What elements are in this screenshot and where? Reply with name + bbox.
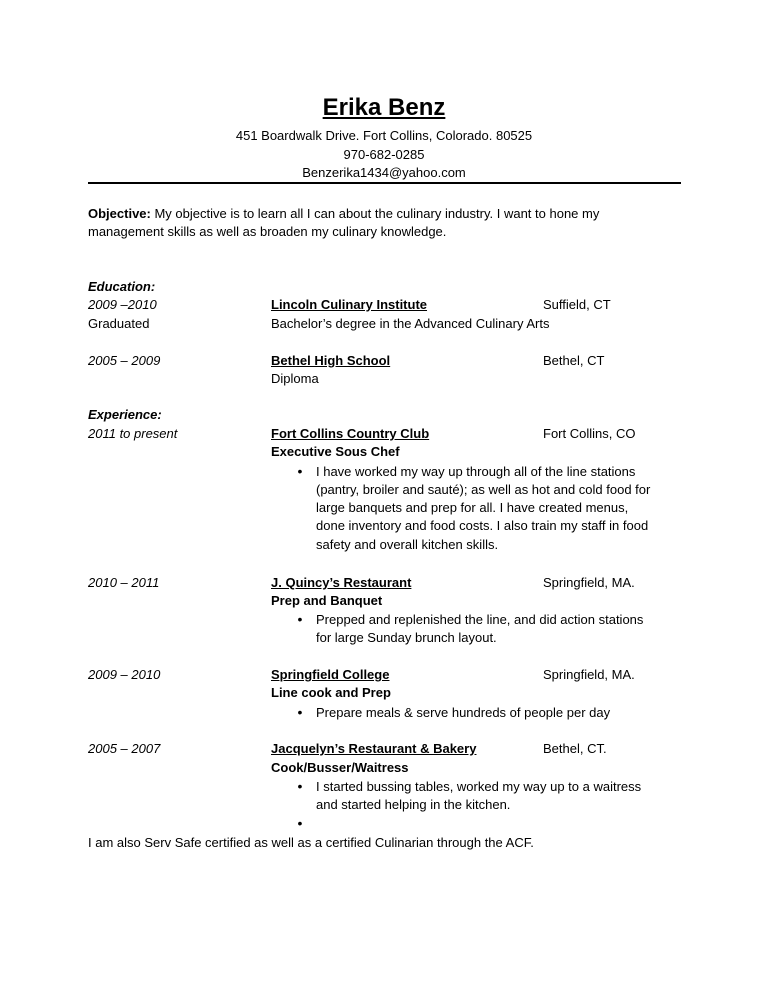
objective-text-1: My objective is to learn all I can about the culinary industry. I want to hone my	[150, 206, 600, 221]
job-1-bullet-line-1: I have worked my way up through all of the line stations	[316, 464, 636, 479]
resume-name: Erika Benz	[322, 94, 446, 121]
phone: 970-682-0285	[343, 147, 425, 162]
job-4-employer: Jacquelyn’s Restaurant & Bakery	[271, 741, 477, 756]
job-2-bullet-line-1: Prepped and replenished the line, and did action stations	[316, 612, 644, 627]
email: Benzerika1434@yahoo.com	[302, 165, 466, 180]
edu-2-detail: Diploma	[271, 371, 319, 386]
edu-1-dates: 2009 –2010	[88, 297, 157, 312]
edu-1-location: Suffield, CT	[543, 297, 611, 312]
bullet-icon: •	[297, 778, 303, 794]
job-1-location: Fort Collins, CO	[543, 426, 636, 441]
job-1-dates: 2011 to present	[88, 426, 178, 441]
job-3-location: Springfield, MA.	[543, 667, 635, 682]
job-3-employer: Springfield College	[271, 667, 390, 682]
edu-1-status: Graduated	[88, 316, 150, 331]
header-divider	[88, 182, 681, 184]
address: 451 Boardwalk Drive. Fort Collins, Colorado. 80525	[235, 128, 533, 143]
edu-2-school: Bethel High School	[271, 353, 391, 368]
job-3-title: Line cook and Prep	[271, 685, 391, 700]
certification-statement: I am also Serv Safe certified as well as a certified Culinarian through the ACF.	[88, 835, 534, 850]
job-2-dates: 2010 – 2011	[88, 575, 160, 590]
job-2-title: Prep and Banquet	[271, 593, 383, 608]
bullet-icon: •	[297, 611, 303, 627]
bullet-icon: •	[297, 815, 303, 831]
job-4-title: Cook/Busser/Waitress	[271, 760, 409, 775]
objective-line-2: management skills as well as broaden my culinary knowledge.	[88, 224, 447, 239]
job-2-location: Springfield, MA.	[543, 575, 635, 590]
job-1-bullet-line-2: (pantry, broiler and sauté); as well as hot and cold food for	[316, 482, 651, 497]
job-1-title: Executive Sous Chef	[271, 444, 400, 459]
bullet-icon: •	[297, 704, 303, 720]
bullet-icon: •	[297, 463, 303, 479]
edu-1-detail: Bachelor’s degree in the Advanced Culinary Arts	[271, 316, 550, 331]
job-2-bullet-line-2: for large Sunday brunch layout.	[316, 630, 497, 645]
job-4-bullet-line-1: I started bussing tables, worked my way up to a waitress	[316, 779, 642, 794]
job-1-bullet-line-3: large banquets and prep for all. I have created menus,	[316, 500, 629, 515]
job-3-dates: 2009 – 2010	[88, 667, 161, 682]
job-3-bullet-line-1: Prepare meals & serve hundreds of people per day	[316, 705, 611, 720]
job-4-dates: 2005 – 2007	[88, 741, 161, 756]
job-2-employer: J. Quincy’s Restaurant	[271, 575, 412, 590]
education-heading: Education:	[88, 279, 156, 294]
objective-label: Objective:	[88, 206, 151, 221]
edu-2-location: Bethel, CT	[543, 353, 605, 368]
job-4-location: Bethel, CT.	[543, 741, 607, 756]
edu-1-school: Lincoln Culinary Institute	[271, 297, 428, 312]
objective-line-1	[88, 205, 599, 223]
edu-2-dates: 2005 – 2009	[88, 353, 161, 368]
experience-heading: Experience:	[88, 407, 162, 422]
job-1-bullet-line-4: done inventory and food costs. I also train my staff in food	[316, 518, 649, 533]
job-1-employer: Fort Collins Country Club	[271, 426, 430, 441]
job-4-bullet-line-2: and started helping in the kitchen.	[316, 797, 511, 812]
job-1-bullet-line-5: safety and overall kitchen skills.	[316, 537, 499, 552]
